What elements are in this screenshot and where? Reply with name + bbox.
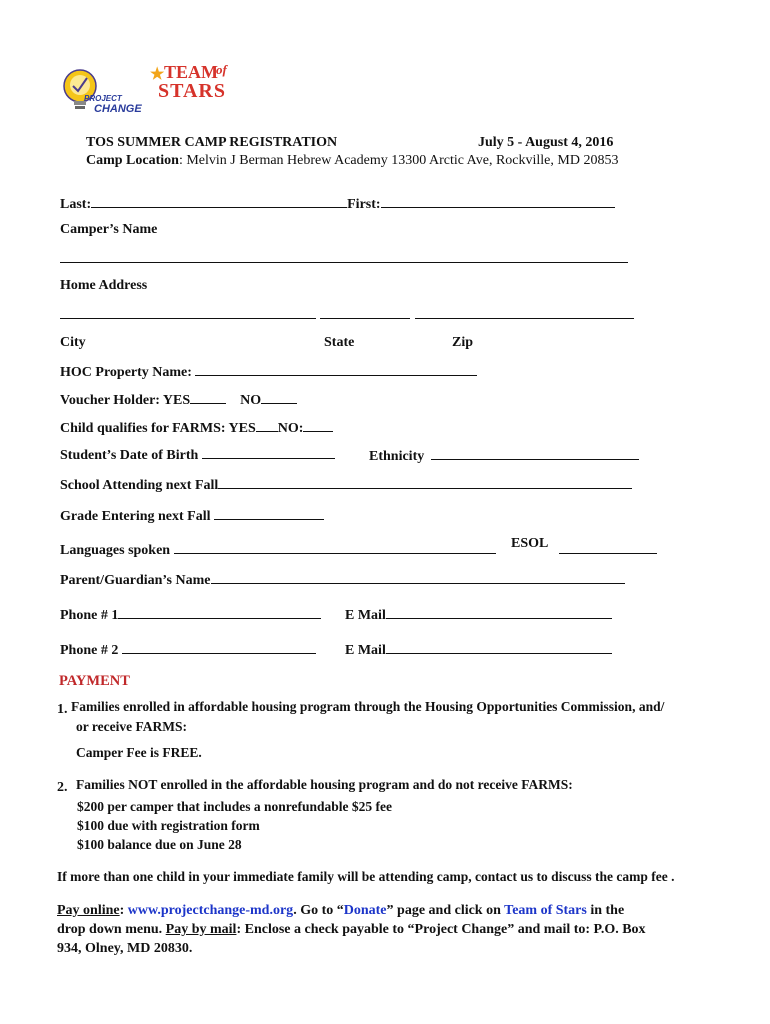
school-row: School Attending next Fall bbox=[60, 476, 632, 494]
voucher-yes-field[interactable] bbox=[190, 391, 226, 404]
multi-child-note: If more than one child in your immediate family will be attending camp, contact us to discuss the camp fee . bbox=[57, 869, 675, 884]
dob-field[interactable] bbox=[202, 446, 335, 459]
email1-row: E Mail bbox=[345, 606, 612, 624]
email2-row: E Mail bbox=[345, 641, 612, 659]
payment-item-2-number: 2. bbox=[57, 780, 68, 795]
payment-item-1-number: 1. bbox=[57, 702, 68, 717]
city-label: City bbox=[60, 335, 86, 350]
state-field[interactable] bbox=[320, 318, 410, 319]
phone1-field[interactable] bbox=[118, 606, 321, 619]
email1-field[interactable] bbox=[386, 606, 612, 619]
school-field[interactable] bbox=[218, 476, 632, 489]
ethnicity-field[interactable] bbox=[431, 447, 639, 460]
dob-row: Student’s Date of Birth bbox=[60, 446, 335, 464]
donate-link[interactable]: Donate bbox=[343, 903, 387, 918]
payment-item-1-text: Families enrolled in affordable housing program through the Housing Opportunities Commission, and/ bbox=[71, 699, 665, 714]
grade-field[interactable] bbox=[214, 507, 324, 520]
team-of-stars-link[interactable]: Team of Stars bbox=[504, 903, 587, 918]
payment-heading: PAYMENT bbox=[59, 673, 130, 689]
home-address-label: Home Address bbox=[60, 278, 148, 293]
email2-field[interactable] bbox=[386, 641, 612, 654]
website-link[interactable]: www.projectchange-md.org bbox=[127, 903, 294, 918]
parent-name-field[interactable] bbox=[211, 571, 625, 584]
parent-row: Parent/Guardian’s Name bbox=[60, 571, 625, 589]
project-change-logo bbox=[60, 64, 150, 116]
team-of-stars-logo: ★ TEAM of STARS bbox=[150, 62, 227, 102]
state-label: State bbox=[324, 335, 355, 350]
pay-by-mail-line: drop down menu. Pay by mail: Enclose a check payable to “Project Change” and mail to: P.O. Box bbox=[57, 922, 646, 937]
phone2-field[interactable] bbox=[122, 641, 316, 654]
campers-name-label: Camper’s Name bbox=[60, 222, 158, 237]
hoc-property-row: HOC Property Name: bbox=[60, 363, 477, 381]
languages-field[interactable] bbox=[174, 541, 496, 554]
name-row: Last: First: bbox=[60, 195, 615, 213]
payment-item-2-line: $100 balance due on June 28 bbox=[77, 837, 242, 852]
esol-label: ESOL bbox=[511, 536, 549, 551]
voucher-no-field[interactable] bbox=[261, 391, 297, 404]
first-name-field[interactable] bbox=[381, 195, 615, 208]
pay-online-line: Pay online: www.projectchange-md.org. Go to “Donate” page and click on Team of Stars in the bbox=[57, 903, 625, 918]
form-title: TOS SUMMER CAMP REGISTRATION bbox=[86, 135, 338, 150]
phone2-row: Phone # 2 bbox=[60, 641, 316, 659]
payment-item-2-text: Families NOT enrolled in the affordable housing program and do not receive FARMS: bbox=[76, 777, 573, 792]
ethnicity-row: Ethnicity bbox=[369, 447, 639, 465]
zip-label: Zip bbox=[452, 335, 474, 350]
zip-field[interactable] bbox=[415, 318, 634, 319]
farms-row: Child qualifies for FARMS: YES NO: bbox=[60, 419, 333, 437]
voucher-row: Voucher Holder: YES NO bbox=[60, 391, 297, 409]
project-change-text: PROJECT CHANGE bbox=[84, 94, 142, 115]
grade-row: Grade Entering next Fall bbox=[60, 507, 324, 525]
payment-item-2-line: $200 per camper that includes a nonrefundable $25 fee bbox=[77, 799, 393, 814]
camp-dates: July 5 - August 4, 2016 bbox=[478, 135, 614, 150]
city-field[interactable] bbox=[60, 318, 316, 319]
campers-name-field[interactable] bbox=[60, 262, 628, 263]
hoc-property-field[interactable] bbox=[195, 363, 477, 376]
esol-field[interactable] bbox=[559, 553, 657, 554]
mailing-address: 934, Olney, MD 20830. bbox=[57, 941, 193, 956]
farms-no-field[interactable] bbox=[303, 419, 333, 432]
languages-row: Languages spoken bbox=[60, 541, 496, 559]
last-name-field[interactable] bbox=[91, 195, 347, 208]
camp-location: Camp Location: Melvin J Berman Hebrew Academy 13300 Arctic Ave, Rockville, MD 20853 bbox=[86, 153, 619, 168]
farms-yes-field[interactable] bbox=[256, 419, 278, 432]
payment-item-1-text-cont: or receive FARMS: bbox=[76, 719, 187, 734]
payment-item-1-fee: Camper Fee is FREE. bbox=[76, 745, 202, 760]
phone1-row: Phone # 1 bbox=[60, 606, 321, 624]
star-icon: ★ bbox=[150, 66, 165, 83]
payment-item-2-line: $100 due with registration form bbox=[77, 818, 260, 833]
